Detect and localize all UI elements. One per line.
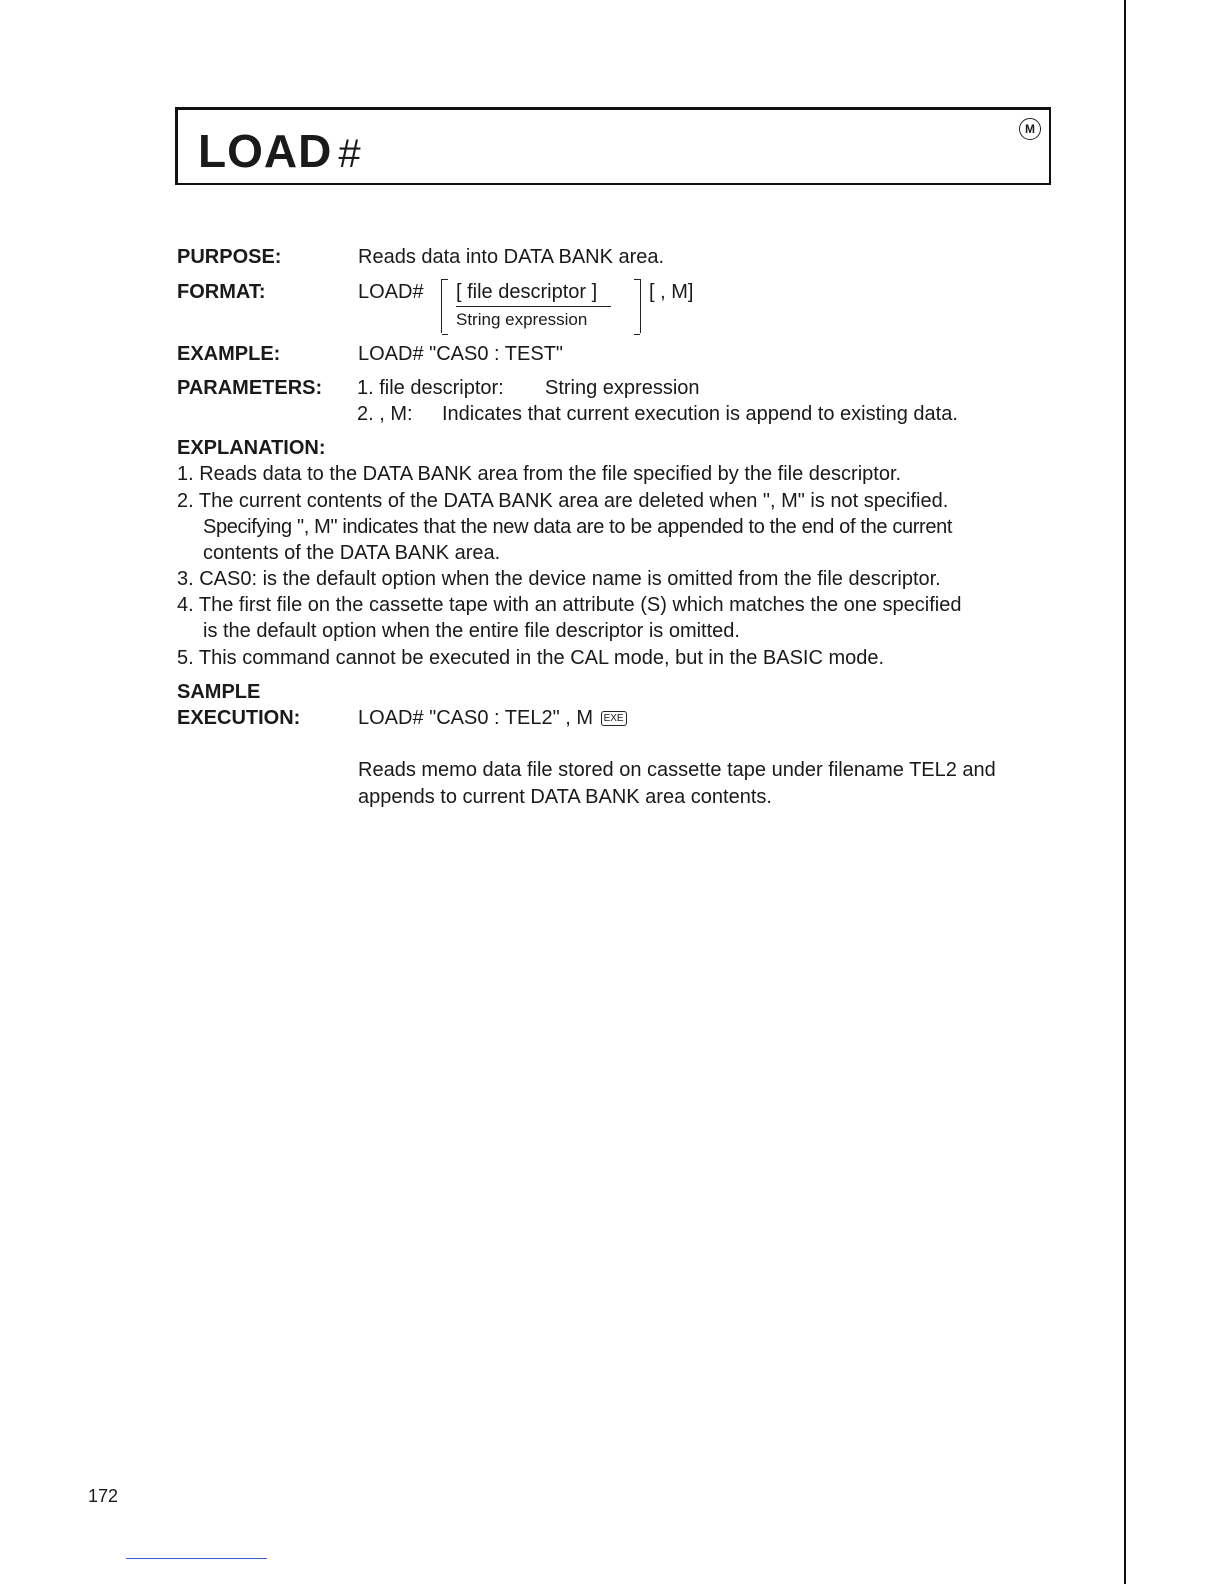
parameter-2-text: Indicates that current execution is append to existing data.	[442, 403, 958, 425]
execution-label: EXECUTION:	[177, 707, 301, 729]
explanation-line: Specifying ", M" indicates that the new data are to be appended to the end of the current	[203, 516, 953, 538]
footer-rule	[126, 1558, 267, 1559]
sample-description: Reads memo data file stored on cassette tape under filename TEL2 and	[358, 759, 996, 781]
format-option-string-expression: String expression	[456, 310, 588, 329]
parameter-2-name: 2. , M:	[357, 403, 413, 425]
parameter-1-name: 1. file descriptor:	[357, 377, 504, 399]
example-label: EXAMPLE:	[177, 343, 281, 365]
format-prefix: LOAD#	[358, 281, 424, 303]
format-option-divider	[456, 306, 611, 307]
purpose-label: PURPOSE:	[177, 246, 282, 268]
title-command: LOAD	[198, 125, 333, 177]
format-suffix: [ , M]	[649, 281, 694, 303]
page-title	[198, 124, 362, 178]
parameter-1-text: String expression	[545, 377, 700, 399]
explanation-line: 1. Reads data to the DATA BANK area from the file specified by the file descriptor.	[177, 463, 902, 485]
explanation-line: 2. The current contents of the DATA BANK area are deleted when ", M" is not specified.	[177, 490, 949, 512]
page-number: 172	[88, 1486, 119, 1506]
explanation-line: is the default option when the entire file descriptor is omitted.	[203, 620, 740, 642]
purpose-text: Reads data into DATA BANK area.	[358, 246, 665, 268]
parameters-label: PARAMETERS:	[177, 377, 323, 399]
explanation-line: 3. CAS0: is the default option when the device name is omitted from the file descriptor.	[177, 568, 941, 590]
title-hash: #	[338, 132, 362, 176]
title-box	[175, 107, 1051, 185]
page-binding-edge	[1124, 0, 1126, 1584]
mode-badge-icon: M	[1019, 118, 1041, 140]
exe-key-icon: EXE	[601, 711, 627, 726]
sample-label: SAMPLE	[177, 681, 261, 703]
explanation-line: 4. The first file on the cassette tape with an attribute (S) which matches the one specified	[177, 594, 962, 616]
sample-command	[358, 707, 627, 730]
explanation-line: contents of the DATA BANK area.	[203, 542, 501, 564]
sample-description: appends to current DATA BANK area contents.	[358, 786, 772, 808]
explanation-line: 5. This command cannot be executed in the CAL mode, but in the BASIC mode.	[177, 647, 885, 669]
explanation-label: EXPLANATION:	[177, 437, 326, 459]
example-text: LOAD# "CAS0 : TEST"	[358, 343, 564, 365]
format-option-file-descriptor: [ file descriptor ]	[456, 281, 598, 303]
sample-command-text: LOAD# "CAS0 : TEL2" , M	[358, 707, 594, 729]
format-label: FORMAT:	[177, 281, 266, 303]
